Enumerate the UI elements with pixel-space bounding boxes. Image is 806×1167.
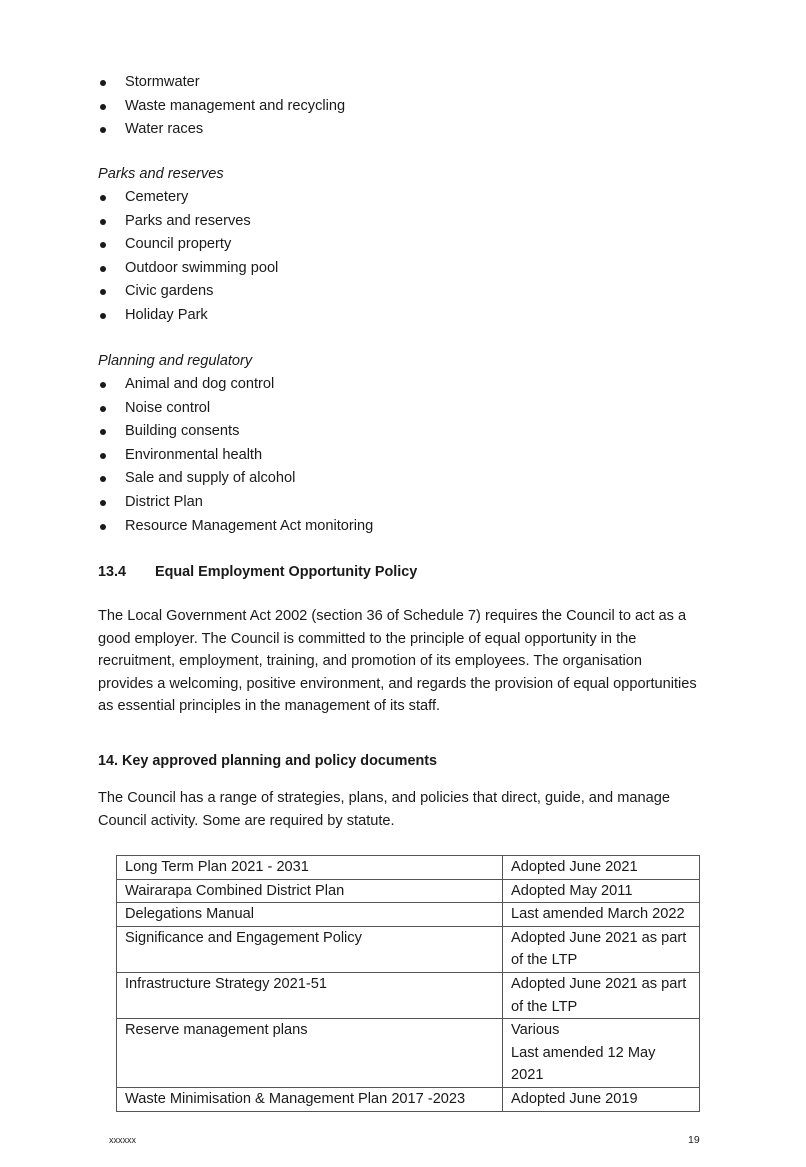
document-status: Adopted June 2021 as part of the LTP <box>503 926 700 972</box>
table-row <box>117 856 700 880</box>
list-item: Environmental health <box>98 444 373 468</box>
bullet-list-services <box>98 71 345 142</box>
bullet-icon <box>100 80 106 86</box>
document-name: Reserve management plans <box>117 1019 503 1088</box>
section-title: Equal Employment Opportunity Policy <box>155 564 418 580</box>
document-status: Various Last amended 12 May 2021 <box>503 1019 700 1088</box>
list-item: Cemetery <box>98 186 278 210</box>
list-item: Building consents <box>98 420 373 444</box>
bullet-list-planning <box>98 373 373 538</box>
section-number: 14. <box>98 753 119 769</box>
list-item: Stormwater <box>98 71 345 95</box>
document-status: Adopted May 2011 <box>503 879 700 903</box>
document-status: Adopted June 2021 <box>503 856 700 880</box>
bullet-icon <box>100 219 106 225</box>
paragraph-eeo-policy: The Local Government Act 2002 (section 36 of Schedule 7) requires the Council to act as a good employer. The Council is committed to the principle of equal opportunity in the recruitment, employment, training, and promotion of its employees. The organisation provides a welcoming, positive environment, and regards the provision of equal opportunities as essential principles in the management of its staff. <box>98 608 697 715</box>
bullet-icon <box>100 453 106 459</box>
bullet-icon <box>100 524 106 530</box>
table-row <box>117 926 700 972</box>
list-item: Resource Management Act monitoring <box>98 515 373 539</box>
list-item: Animal and dog control <box>98 373 373 397</box>
document-status: Adopted June 2021 as part of the LTP <box>503 972 700 1018</box>
bullet-list-parks <box>98 186 278 328</box>
document-name: Infrastructure Strategy 2021-51 <box>117 972 503 1018</box>
paragraph-documents-intro: The Council has a range of strategies, plans, and policies that direct, guide, and manage Council activity. Some are required by statute. <box>98 790 670 829</box>
bullet-icon <box>100 382 106 388</box>
document-status: Adopted June 2019 <box>503 1087 700 1111</box>
bullet-icon <box>100 266 106 272</box>
list-item: Sale and supply of alcohol <box>98 467 373 491</box>
list-item: Parks and reserves <box>98 210 278 234</box>
subheading-planning: Planning and regulatory <box>98 353 253 369</box>
list-item: Civic gardens <box>98 280 278 304</box>
footer-reference: xxxxxx <box>109 1135 136 1145</box>
section-title: Key approved planning and policy documents <box>122 753 438 769</box>
bullet-icon <box>100 429 106 435</box>
table-row <box>117 903 700 927</box>
document-name: Waste Minimisation & Management Plan 2017 -2023 <box>117 1087 503 1111</box>
subheading-parks: Parks and reserves <box>98 166 224 182</box>
bullet-icon <box>100 127 106 133</box>
document-name: Wairarapa Combined District Plan <box>117 879 503 903</box>
document-name: Significance and Engagement Policy <box>117 926 503 972</box>
list-item: Waste management and recycling <box>98 95 345 119</box>
bullet-icon <box>100 242 106 248</box>
section-number: 13.4 <box>98 564 127 580</box>
list-item: Water races <box>98 118 345 142</box>
document-name: Delegations Manual <box>117 903 503 927</box>
section-heading-14 <box>98 751 437 771</box>
documents-table <box>116 855 700 1112</box>
bullet-icon <box>100 195 106 201</box>
list-item: Noise control <box>98 397 373 421</box>
list-item: Holiday Park <box>98 304 278 328</box>
bullet-icon <box>100 289 106 295</box>
document-status: Last amended March 2022 <box>503 903 700 927</box>
page-number: 19 <box>688 1134 700 1146</box>
list-item: District Plan <box>98 491 373 515</box>
section-heading-13-4 <box>98 562 417 582</box>
table-row <box>117 1087 700 1111</box>
table-row <box>117 1019 700 1088</box>
table-row <box>117 972 700 1018</box>
bullet-icon <box>100 406 106 412</box>
bullet-icon <box>100 104 106 110</box>
bullet-icon <box>100 313 106 319</box>
bullet-icon <box>100 500 106 506</box>
list-item: Outdoor swimming pool <box>98 257 278 281</box>
bullet-icon <box>100 476 106 482</box>
document-name: Long Term Plan 2021 - 2031 <box>117 856 503 880</box>
table-row <box>117 879 700 903</box>
list-item: Council property <box>98 233 278 257</box>
